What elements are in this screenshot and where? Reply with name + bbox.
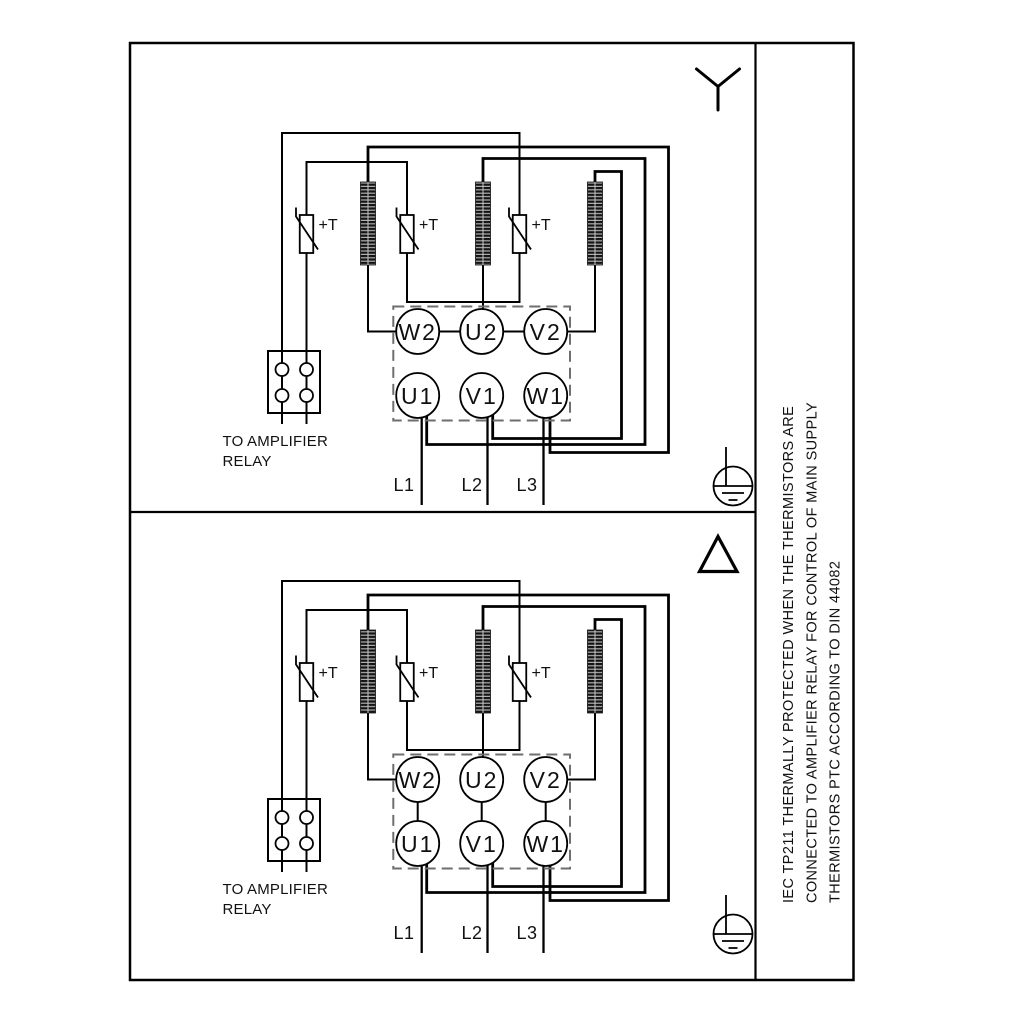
thermistor-icon <box>400 215 414 253</box>
terminal-label-u2: U2 <box>464 767 499 793</box>
thermistor-icon <box>300 663 314 701</box>
delta-icon <box>700 537 738 572</box>
motor-winding-icons <box>361 182 603 265</box>
supply-label-l1: L1 <box>393 923 415 943</box>
terminal-label-u1: U1 <box>400 831 435 857</box>
thermistor-icon <box>513 215 527 253</box>
relay-caption-line1: TO AMPLIFIER <box>222 881 328 898</box>
thermistor-label: +T <box>531 665 551 682</box>
terminal-label-u1: U1 <box>400 383 435 409</box>
terminal-label-u2: U2 <box>464 319 499 345</box>
terminal-label-w1: W1 <box>526 831 565 857</box>
relay-terminal-icon <box>268 351 320 413</box>
thermistor-icon <box>513 663 527 701</box>
terminal-label-w2: W2 <box>398 319 437 345</box>
terminal-label-w1: W1 <box>526 383 565 409</box>
relay-caption-line2: RELAY <box>222 453 272 470</box>
relay-caption-line2: RELAY <box>222 901 272 918</box>
terminal-label-v2: V2 <box>529 319 562 345</box>
amplifier-relay-connector <box>223 799 328 918</box>
supply-label-l2: L2 <box>461 923 483 943</box>
thermistor-icon <box>300 215 314 253</box>
terminal-label-v1: V1 <box>465 831 498 857</box>
motor-winding-icons <box>361 630 603 713</box>
terminal-label-v2: V2 <box>529 767 562 793</box>
terminal-label-w2: W2 <box>398 767 437 793</box>
supply-label-l3: L3 <box>516 923 538 943</box>
thermistor-label: +T <box>419 665 439 682</box>
side-note-line3: THERMISTORS PTC ACCORDING TO DIN 44082 <box>827 560 844 903</box>
earth-ground-icon <box>714 447 753 506</box>
earth-ground-icon <box>714 895 753 954</box>
supply-label-l3: L3 <box>516 475 538 495</box>
amplifier-relay-connector <box>223 351 328 470</box>
supply-line-labels <box>394 923 538 943</box>
thermistor-icons <box>296 208 551 254</box>
delta-connection-panel <box>223 537 753 954</box>
terminal-label-v1: V1 <box>465 383 498 409</box>
terminal-block <box>393 307 570 421</box>
relay-caption-line1: TO AMPLIFIER <box>222 433 328 450</box>
thermistor-icon <box>400 663 414 701</box>
thermistor-label: +T <box>419 217 439 234</box>
thermistor-label: +T <box>318 665 338 682</box>
thermistor-label: +T <box>531 217 551 234</box>
side-note-line1: IEC TP211 THERMALLY PROTECTED WHEN THE THERMISTORS ARE <box>781 405 797 903</box>
relay-terminal-icon <box>268 799 320 861</box>
supply-line-labels <box>394 475 538 495</box>
star-connection-panel <box>223 69 753 506</box>
thermistor-label: +T <box>318 217 338 234</box>
thermistor-icons <box>296 656 551 702</box>
star-icon <box>697 69 740 110</box>
supply-label-l2: L2 <box>461 475 483 495</box>
supply-label-l1: L1 <box>393 475 415 495</box>
side-note-line2: CONNECTED TO AMPLIFIER RELAY FOR CONTROL OF MAIN SUPPLY <box>804 401 821 903</box>
side-note <box>781 402 844 903</box>
